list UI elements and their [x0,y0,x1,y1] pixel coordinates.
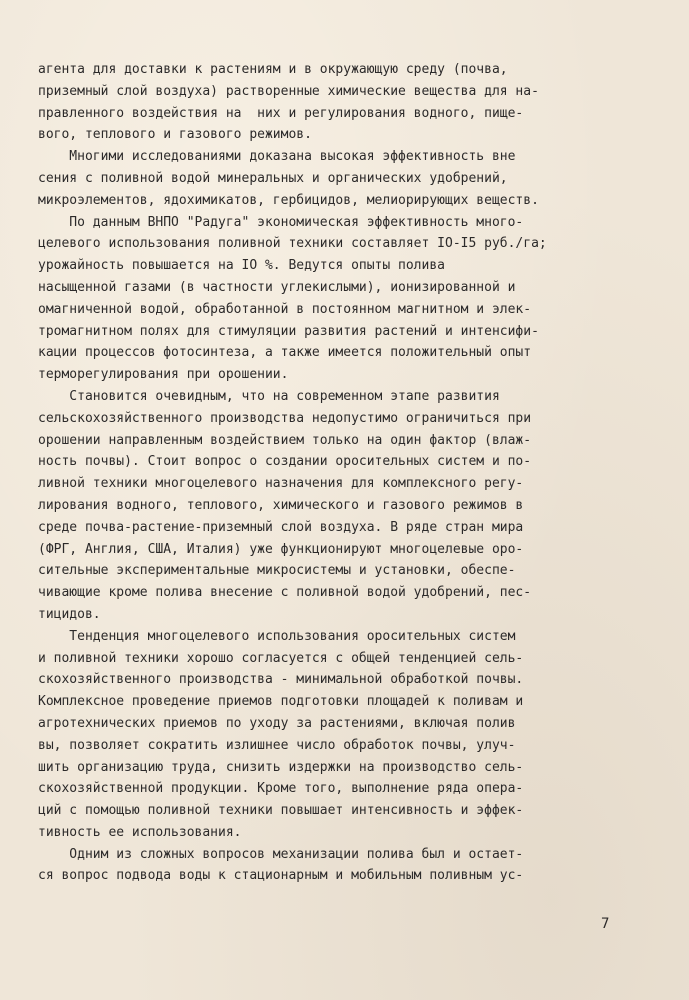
text-line: ся вопрос подвода воды к стационарным и мобильным поливным ус- [38,868,524,884]
text-line: ность почвы). Стоит вопрос о создании оросительных систем и по- [38,454,532,470]
page-number: 7 [601,916,610,932]
text-line: тромагнитном полях для стимуляции развития растений и интенсифи- [38,323,539,339]
text-line: тивность ее использования. [38,824,242,840]
body-text [38,59,610,887]
text-line: кации процессов фотосинтеза, а также имеется положительный опыт [38,345,532,361]
paragraph [38,146,610,211]
text-line: приземный слой воздуха) растворенные химические вещества для на- [38,83,539,99]
text-line: урожайность повышается на IO %. Ведутся опыты полива [38,258,445,274]
text-line: скохозяйственной продукции. Кроме того, выполнение ряда опера- [38,781,524,797]
text-line: среде почва-растение-приземный слой воздуха. В ряде стран мира [38,519,524,535]
paragraph [38,59,610,146]
text-line: вого, теплового и газового режимов. [38,127,312,143]
text-line: Одним из сложных вопросов механизации полива был и остает- [38,846,524,862]
text-line: сительные экспериментальные микросистемы и установки, обеспе- [38,563,516,579]
text-line: лирования водного, теплового, химического и газового режимов в [38,497,524,513]
text-line: агента для доставки к растениям и в окружающую среду (почва, [38,62,508,77]
text-line: скохозяйственного производства - минимальной обработкой почвы. [38,672,524,688]
text-line: микроэлементов, ядохимикатов, гербицидов, мелиорирующих веществ. [38,192,539,208]
text-line: шить организацию труда, снизить издержки на производство сель- [38,759,524,775]
text-line: целевого использования поливной техники составляет IO-I5 руб./га; [38,236,547,252]
text-line: правленного воздействия на них и регулирования водного, пище- [38,105,524,121]
text-line: и поливной техники хорошо согласуется с общей тенденцией сель- [38,650,524,666]
paragraph [38,386,610,626]
paragraph [38,626,610,844]
paragraph [38,844,610,888]
paragraph [38,212,610,386]
text-line: терморегулирования при орошении. [38,367,289,383]
text-line: Становится очевидным, что на современном этапе развития [38,388,500,404]
text-line: (ФРГ, Англия, США, Италия) уже функционируют многоцелевые оро- [38,541,524,557]
text-line: сения с поливной водой минеральных и органических удобрений, [38,170,508,186]
text-line: вы, позволяет сократить излишнее число обработок почвы, улуч- [38,737,516,753]
text-line: насыщенной газами (в частности углекислыми), ионизированной и [38,279,516,295]
text-line: агротехнических приемов по уходу за растениями, включая полив [38,715,516,731]
text-line: Многими исследованиями доказана высокая эффективность вне [38,149,516,165]
text-line: омагниченной водой, обработанной в постоянном магнитном и элек- [38,301,532,317]
text-line: сельскохозяйственного производства недопустимо ограничиться при [38,410,532,426]
text-line: Комплексное проведение приемов подготовки площадей к поливам и [38,694,524,710]
text-line: Тенденция многоцелевого использования оросительных систем [38,628,516,644]
text-line: По данным ВНПО "Радуга" экономическая эффективность много- [38,214,524,230]
text-line: ливной техники многоцелевого назначения для комплексного регу- [38,476,524,492]
text-line: ций с помощью поливной техники повышает интенсивность и эффек- [38,803,524,819]
text-line: чивающие кроме полива внесение с поливной водой удобрений, пес- [38,585,532,601]
text-line: орошении направленным воздействием только на один фактор (влаж- [38,432,532,448]
text-line: тицидов. [38,606,101,622]
